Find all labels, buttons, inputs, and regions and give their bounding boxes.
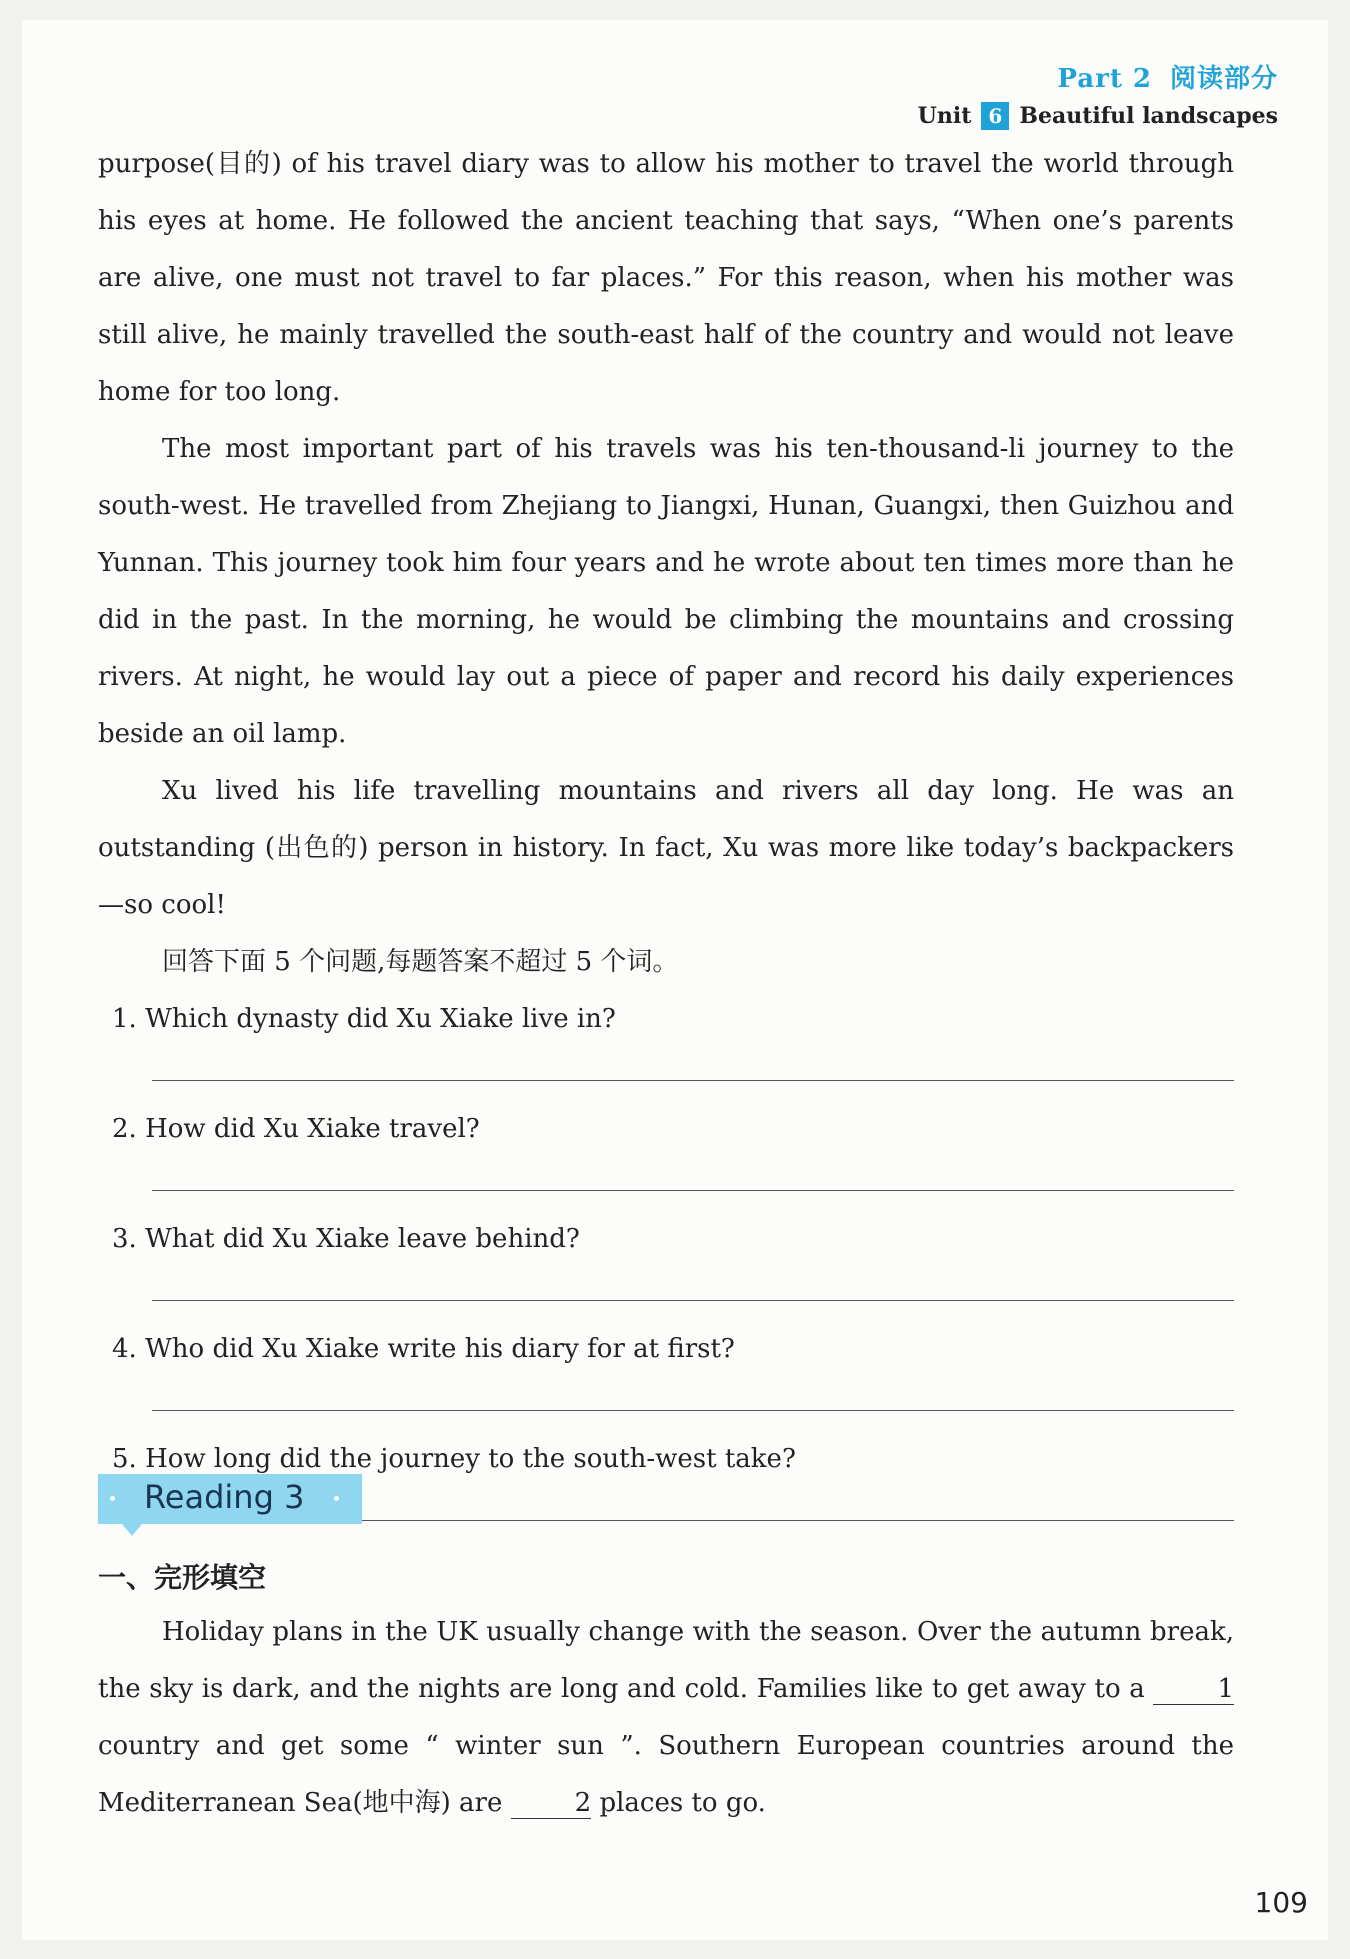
cloze-text-3: places to go. xyxy=(599,1788,766,1818)
unit-title: Beautiful landscapes xyxy=(1019,103,1278,129)
banner-dot-icon xyxy=(334,1496,339,1501)
part-cn-label: 阅读部分 xyxy=(1169,64,1278,94)
answer-line-4[interactable] xyxy=(152,1410,1234,1411)
answer-line-2[interactable] xyxy=(152,1190,1234,1191)
part-label: Part 2 xyxy=(1057,64,1152,94)
passage-paragraph-3: Xu lived his life travelling mountains and rivers all day long. He was an outstanding (出色的) person in history. In fact, Xu was more like today’s backpackers—so cool! xyxy=(98,776,1234,920)
section-title: 一、完形填空 xyxy=(98,1561,267,1594)
page-number: 109 xyxy=(1254,1886,1308,1919)
question-instruction: 回答下面 5 个问题,每题答案不超过 5 个词。 xyxy=(162,947,679,977)
passage-body xyxy=(98,136,1234,1541)
answer-line-1[interactable] xyxy=(152,1080,1234,1081)
unit-number-badge: 6 xyxy=(981,102,1009,130)
answer-line-3[interactable] xyxy=(152,1300,1234,1301)
question-4: 4. Who did Xu Xiake write his diary for at first? xyxy=(112,1334,735,1364)
reading-3-banner xyxy=(98,1474,362,1524)
cloze-passage xyxy=(98,1604,1234,1832)
unit-header xyxy=(918,102,1278,130)
cloze-blank-1[interactable]: 1 xyxy=(1153,1674,1234,1705)
question-3: 3. What did Xu Xiake leave behind? xyxy=(112,1224,580,1254)
passage-paragraph-2: The most important part of his travels was his ten-thousand-li journey to the south-west. He travelled from Zhejiang to Jiangxi, Hunan, Guangxi, then Guizhou and Yunnan. This journey took him four years and he wrote about ten times more than he did in the past. In the morning, he would be climbing the mountains and crossing rivers. At night, he would lay out a piece of paper and record his daily experiences beside an oil lamp. xyxy=(98,434,1234,749)
question-list xyxy=(98,991,1234,1521)
reading-title: Reading 3 xyxy=(144,1478,305,1516)
cloze-blank-2[interactable]: 2 xyxy=(511,1788,592,1819)
question-5: 5. How long did the journey to the south-west take? xyxy=(112,1444,796,1474)
question-2: 2. How did Xu Xiake travel? xyxy=(112,1114,480,1144)
unit-label: Unit xyxy=(917,103,972,129)
cloze-paragraph xyxy=(98,1604,1234,1832)
cloze-text-1: Holiday plans in the UK usually change with the season. Over the autumn break, the sky is dark, and the nights are long and cold. Families like to get away to a xyxy=(98,1617,1234,1704)
question-1: 1. Which dynasty did Xu Xiake live in? xyxy=(112,1004,616,1034)
passage-paragraph-1: purpose(目的) of his travel diary was to allow his mother to travel the world through his eyes at home. He followed the ancient teaching that says, “When one’s parents are alive, one must not travel to far places.” For this reason, when his mother was still alive, he mainly travelled the south-east half of the country and would not leave home for too long. xyxy=(98,149,1234,407)
banner-tail-icon xyxy=(122,1524,142,1536)
cloze-text-2: country and get some “ winter sun ”. Southern European countries around the Mediterranean Sea(地中海) are xyxy=(98,1731,1234,1818)
part-header xyxy=(1057,58,1278,95)
banner-dot-icon xyxy=(110,1496,115,1501)
